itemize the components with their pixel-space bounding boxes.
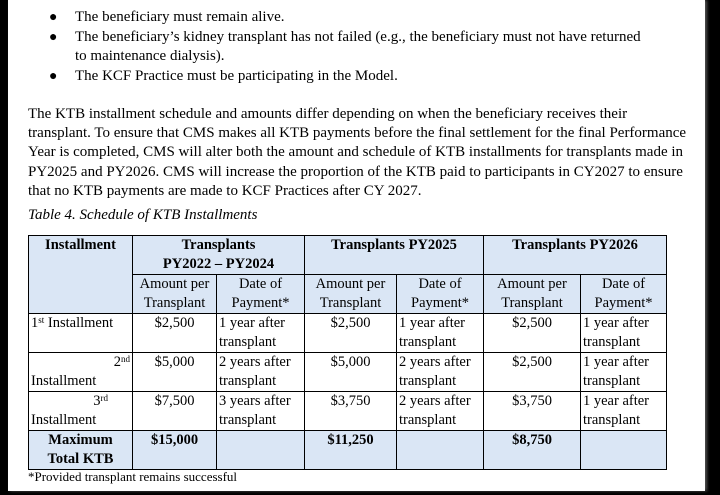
eligibility-bullet-list (8, 8, 705, 87)
date-cell: 1 year after transplant (581, 353, 667, 392)
empty-cell (217, 431, 305, 470)
date-subheader: Date of Payment* (217, 275, 305, 314)
installment-label: 2nd Installment (29, 353, 133, 392)
total-amount-cell: $15,000 (133, 431, 217, 470)
table-row (29, 392, 667, 431)
amount-subheader: Amount per Transplant (484, 275, 581, 314)
amount-cell: $5,000 (133, 353, 217, 392)
group-header-py2022-2024 (133, 236, 305, 275)
group-header-py2026: Transplants PY2026 (484, 236, 667, 275)
document-page (8, 0, 705, 491)
installment-label: 3rd Installment (29, 392, 133, 431)
bullet-item (8, 8, 655, 27)
date-cell: 3 years after transplant (217, 392, 305, 431)
date-cell: 1 year after transplant (217, 314, 305, 353)
amount-subheader: Amount per Transplant (133, 275, 217, 314)
installment-header: Installment (29, 236, 133, 314)
table-caption: Table 4. Schedule of KTB Installments (28, 207, 258, 223)
amount-subheader: Amount per Transplant (305, 275, 397, 314)
group-title-line: Transplants (181, 237, 256, 253)
installment-label: 1st Installment (29, 314, 133, 353)
total-label: Maximum Total KTB (29, 431, 133, 470)
ktb-schedule-table (28, 235, 667, 470)
amount-cell: $3,750 (305, 392, 397, 431)
date-cell: 1 year after transplant (581, 314, 667, 353)
bullet-icon: ● (49, 10, 58, 25)
table-footnote: *Provided transplant remains successful (28, 469, 238, 484)
date-cell: 1 year after transplant (397, 314, 484, 353)
amount-cell: $7,500 (133, 392, 217, 431)
date-cell: 2 years after transplant (217, 353, 305, 392)
date-cell: 2 years after transplant (397, 353, 484, 392)
date-subheader: Date of Payment* (581, 275, 667, 314)
table-header-row (29, 236, 667, 275)
group-header-py2025: Transplants PY2025 (305, 236, 484, 275)
bullet-item (8, 67, 655, 86)
amount-cell: $2,500 (484, 353, 581, 392)
empty-cell (581, 431, 667, 470)
total-amount-cell: $11,250 (305, 431, 397, 470)
table-total-row (29, 431, 667, 470)
table-row (29, 314, 667, 353)
bullet-text: The beneficiary’s kidney transplant has not failed (e.g., the beneficiary must not have returned to maintenance dialysis). (75, 29, 641, 64)
amount-cell: $2,500 (133, 314, 217, 353)
date-subheader: Date of Payment* (397, 275, 484, 314)
amount-cell: $2,500 (305, 314, 397, 353)
empty-cell (397, 431, 484, 470)
amount-cell: $5,000 (305, 353, 397, 392)
bullet-text: The KCF Practice must be participating in the Model. (75, 68, 398, 84)
amount-cell: $3,750 (484, 392, 581, 431)
date-cell: 2 years after transplant (397, 392, 484, 431)
bullet-icon: ● (49, 69, 58, 84)
bullet-text: The beneficiary must remain alive. (75, 9, 285, 25)
date-cell: 1 year after transplant (581, 392, 667, 431)
amount-cell: $2,500 (484, 314, 581, 353)
total-amount-cell: $8,750 (484, 431, 581, 470)
bullet-item (8, 28, 655, 66)
body-paragraph: The KTB installment schedule and amounts differ depending on when the beneficiary receives their transplant. To ensure that CMS makes all KTB payments before the final settlement for the final Performance Year is completed, CMS will alter both the amount and schedule of KTB installments for transplants made in PY2025 and PY2026. CMS will increase the proportion of the KTB paid to participants in CY2027 to ensure that no KTB payments are made to KCF Practices after CY 2027. (28, 106, 687, 199)
bullet-icon: ● (49, 30, 58, 45)
table-row (29, 353, 667, 392)
group-title-line: PY2022 – PY2024 (162, 256, 275, 272)
